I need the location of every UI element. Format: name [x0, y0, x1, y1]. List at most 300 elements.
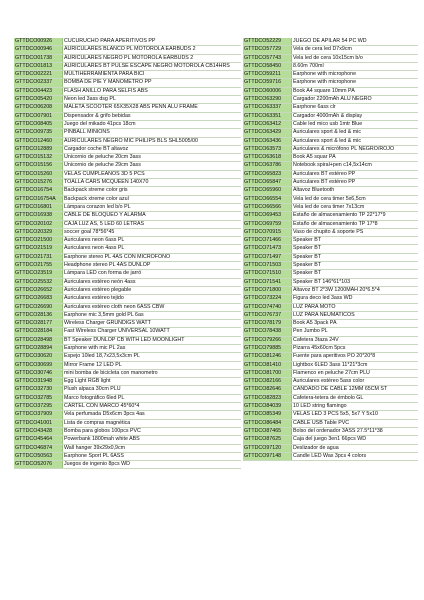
table-row: [14, 295, 241, 303]
table-row: [14, 278, 241, 286]
product-code-cell: GTTDCO12889: [14, 145, 63, 153]
table-row: [14, 452, 241, 460]
product-code-cell: GTTDCO50563: [14, 452, 63, 460]
product-code-cell: GTTDCO63412: [243, 120, 292, 128]
table-row: [243, 203, 418, 211]
table-row: [243, 253, 418, 261]
product-code-cell: GTTDCO07901: [14, 112, 63, 120]
table-row: [14, 203, 241, 211]
product-code-cell: GTTDCO63436: [243, 137, 292, 145]
product-description-cell: Cargador 2200mAh ALU NEGRO: [292, 96, 419, 104]
product-code-cell: GTTDCO21500: [14, 237, 63, 245]
product-code-cell: GTTDCO97148: [243, 452, 292, 460]
table-row: [14, 71, 241, 79]
table-row: [14, 46, 241, 54]
product-code-cell: GTTDCO63786: [243, 162, 292, 170]
product-description-cell: Lightbox 6LED 3ass 11*21*3cm: [292, 361, 419, 369]
product-description-cell: CARTEL CON MARCO 45*60*4: [63, 403, 242, 411]
product-description-cell: JUEGO DE APILAR 54 PC WD: [292, 38, 419, 46]
product-description-cell: Bolso del ordenador 3ASS 27.5*11*38: [292, 427, 419, 435]
product-description-cell: VELAS CUMPLEAÑOS 3D 5 PCS: [63, 170, 242, 178]
product-code-cell: GTTDCO85349: [243, 411, 292, 419]
table-row: [243, 386, 418, 394]
product-code-cell: GTTDCO70915: [243, 228, 292, 236]
product-description-cell: Powerbank 1800mah white ABS: [63, 436, 242, 444]
product-code-cell: GTTDCO30620: [14, 353, 63, 361]
product-code-cell: GTTDCO82823: [243, 394, 292, 402]
table-row: [243, 427, 418, 435]
table-row: [243, 436, 418, 444]
table-row: [14, 403, 241, 411]
table-row: [14, 419, 241, 427]
product-description-cell: Egg Light RGB light: [63, 378, 242, 386]
product-description-cell: Speaker BT: [292, 245, 419, 253]
product-code-cell: GTTDCO71503: [243, 262, 292, 270]
product-description-cell: Earphone mic 3,5mm gold PL 6as: [63, 311, 242, 319]
product-code-cell: GTTDCO63351: [243, 112, 292, 120]
product-code-cell: GTTDCO97120: [243, 444, 292, 452]
right-column: [243, 38, 418, 461]
product-code-cell: GTTDCO65847: [243, 179, 292, 187]
product-code-cell: GTTDCO02221: [14, 71, 63, 79]
product-description-cell: Cargador coche BT altavoz: [63, 145, 242, 153]
product-code-cell: GTTDCO60006: [243, 87, 292, 95]
table-row: [243, 170, 418, 178]
table-row: [14, 228, 241, 236]
product-code-cell: GTTDCO20102: [14, 220, 63, 228]
product-code-cell: GTTDCO15260: [14, 170, 63, 178]
product-code-cell: GTTDCO30746: [14, 369, 63, 377]
table-row: [243, 137, 418, 145]
product-description-cell: Wireless Charger GRUNDIGS WATT: [63, 320, 242, 328]
table-row: [243, 212, 418, 220]
product-description-cell: Juegos de ingenio 8pcs WD: [63, 461, 242, 469]
product-code-cell: GTTDCO31948: [14, 378, 63, 386]
table-row: [14, 253, 241, 261]
product-description-cell: Vela perfumada D5x6cm 3pcs 4as: [63, 411, 242, 419]
product-description-cell: Speaker BT: [292, 253, 419, 261]
table-row: [243, 120, 418, 128]
table-row: [14, 54, 241, 62]
table-row: [243, 378, 418, 386]
product-code-cell: GTTDCO37295: [14, 403, 63, 411]
table-row: [243, 179, 418, 187]
product-description-cell: Auriculares estéreo plegable: [63, 286, 242, 294]
product-description-cell: Auriculares neon 6ass PL: [63, 237, 242, 245]
product-description-cell: VELAS LED 3 PCS 5x5, 5x7 Y 5x10: [292, 411, 419, 419]
product-code-cell: GTTDCO21731: [14, 253, 63, 261]
product-description-cell: Fuente para aperitivos PO 20*20*8: [292, 353, 419, 361]
table-row: [14, 38, 241, 46]
table-row: [14, 436, 241, 444]
product-description-cell: Auriculares neon 4ass PL: [63, 245, 242, 253]
table-row: [243, 336, 418, 344]
product-description-cell: Earphone Sport PL 6ASS: [63, 452, 242, 460]
product-description-cell: FLASH ANILLO PARA SELFIS ABS: [63, 87, 242, 95]
table-row: [14, 179, 241, 187]
product-description-cell: Speaker BT: [292, 262, 419, 270]
table-row: [14, 120, 241, 128]
table-row: [14, 195, 241, 203]
product-description-cell: Estaño de almacenamiento TP 22*17*9: [292, 212, 419, 220]
product-code-cell: GTTDCO06208: [14, 104, 63, 112]
product-description-cell: Book A5 3pack PA: [292, 320, 419, 328]
table-row: [243, 87, 418, 95]
table-row: [14, 344, 241, 352]
product-code-cell: GTTDCO09735: [14, 129, 63, 137]
product-description-cell: MULTIHERRAMIENTA PARA BICI: [63, 71, 242, 79]
table-row: [243, 419, 418, 427]
product-description-cell: Plush alpaca 30cm PLU: [63, 386, 242, 394]
table-row: [14, 411, 241, 419]
table-row: [243, 187, 418, 195]
product-code-cell: GTTDCO15132: [14, 154, 63, 162]
table-row: [243, 328, 418, 336]
product-code-cell: GTTDCO01738: [14, 54, 63, 62]
product-description-cell: Speaker BT: [292, 237, 419, 245]
product-code-cell: GTTDCO66554: [243, 195, 292, 203]
product-code-cell: GTTDCO58450: [243, 62, 292, 70]
table-row: [243, 38, 418, 46]
table-row: [14, 137, 241, 145]
product-description-cell: Cargador 4000mAh & display: [292, 112, 419, 120]
table-row: [14, 104, 241, 112]
product-code-cell: GTTDCO26683: [14, 295, 63, 303]
product-code-cell: GTTDCO81410: [243, 361, 292, 369]
product-description-cell: Unicornio de peluche 20cm 3ass: [63, 154, 242, 162]
product-code-cell: GTTDCO23519: [14, 270, 63, 278]
table-row: [14, 87, 241, 95]
table-row: [243, 286, 418, 294]
table-row: [14, 145, 241, 153]
product-description-cell: Auriculares estéreo neón 4ass: [63, 278, 242, 286]
right-product-table: [243, 38, 418, 461]
product-description-cell: Speaker BT: [292, 270, 419, 278]
product-description-cell: Dispensador & grifo bebidas: [63, 112, 242, 120]
product-code-cell: GTTDCO63573: [243, 145, 292, 153]
table-row: [14, 237, 241, 245]
product-code-cell: GTTDCO63618: [243, 154, 292, 162]
product-description-cell: MALETA SCOOTER 65X35X28 ABS PENN ALU FRAME: [63, 104, 242, 112]
product-code-cell: GTTDCO37909: [14, 411, 63, 419]
table-row: [14, 170, 241, 178]
product-description-cell: Vela de cera led D7x9cm: [292, 46, 419, 54]
product-code-cell: GTTDCO76737: [243, 311, 292, 319]
product-code-cell: GTTDCO43428: [14, 427, 63, 435]
product-description-cell: Juego del mikado 41pcs 18cm: [63, 120, 242, 128]
product-description-cell: Flamenco en peluche 27cm PLU: [292, 369, 419, 377]
product-code-cell: GTTDCO12460: [14, 137, 63, 145]
table-row: [243, 361, 418, 369]
product-code-cell: GTTDCO82166: [243, 378, 292, 386]
product-code-cell: GTTDCO78438: [243, 328, 292, 336]
table-row: [14, 79, 241, 87]
product-description-cell: Lista de compras magnética: [63, 419, 242, 427]
product-code-cell: GTTDCO82646: [243, 386, 292, 394]
product-code-cell: GTTDCO46874: [14, 444, 63, 452]
product-code-cell: GTTDCO16938: [14, 212, 63, 220]
table-row: [243, 444, 418, 452]
table-row: [243, 54, 418, 62]
product-description-cell: Earphone stereo PL 4AS CON MICRÓFONO: [63, 253, 242, 261]
product-description-cell: Estaño de almacenamiento TP 17*8: [292, 220, 419, 228]
table-row: [14, 245, 241, 253]
product-code-cell: GTTDCO84039: [243, 403, 292, 411]
product-description-cell: Fast Wireless Charger UNIVERSAL 10WATT: [63, 328, 242, 336]
product-description-cell: Figura deco led 3ass WD: [292, 295, 419, 303]
product-code-cell: GTTDCO63429: [243, 129, 292, 137]
product-code-cell: GTTDCO26690: [14, 303, 63, 311]
table-row: [243, 145, 418, 153]
product-code-cell: GTTDCO71473: [243, 245, 292, 253]
product-code-cell: GTTDCO21755: [14, 262, 63, 270]
product-code-cell: GTTDCO69759: [243, 220, 292, 228]
product-code-cell: GTTDCO65823: [243, 170, 292, 178]
table-row: [243, 129, 418, 137]
table-row: [14, 220, 241, 228]
table-row: [243, 162, 418, 170]
table-row: [243, 154, 418, 162]
product-code-cell: GTTDCO73224: [243, 295, 292, 303]
product-code-cell: GTTDCO57729: [243, 46, 292, 54]
product-description-cell: CABLE USB Table PVC: [292, 419, 419, 427]
table-row: [14, 62, 241, 70]
product-description-cell: AURICULARES BT PULSE ESCAPE NEGRO MOTOROLA CB14HRS: [63, 62, 242, 70]
product-description-cell: Backpack xtreme color azul: [63, 195, 242, 203]
product-code-cell: GTTDCO79885: [243, 344, 292, 352]
product-code-cell: GTTDCO16754: [14, 187, 63, 195]
product-code-cell: GTTDCO04423: [14, 87, 63, 95]
table-row: [243, 270, 418, 278]
product-code-cell: GTTDCO66566: [243, 203, 292, 211]
product-description-cell: mini bomba de bicicleta con manometro: [63, 369, 242, 377]
product-description-cell: Cable led mico usb 1mtr Blue: [292, 120, 419, 128]
product-code-cell: GTTDCO00926: [14, 38, 63, 46]
product-code-cell: GTTDCO20329: [14, 228, 63, 236]
product-code-cell: GTTDCO87465: [243, 427, 292, 435]
product-code-cell: GTTDCO28184: [14, 328, 63, 336]
product-description-cell: Altavoz BT 2*3W 1200MAH 20*6.5*4: [292, 286, 419, 294]
product-description-cell: Notebook spiral+pen c14,5x14cm: [292, 162, 419, 170]
table-row: [243, 79, 418, 87]
product-description-cell: Caja del juego 3en1 66pcs WD: [292, 436, 419, 444]
product-description-cell: Altavoz Bluetooth: [292, 187, 419, 195]
table-row: [243, 320, 418, 328]
product-description-cell: Book A4 square 10mm PA: [292, 87, 419, 95]
product-code-cell: GTTDCO78179: [243, 320, 292, 328]
product-code-cell: GTTDCO41001: [14, 419, 63, 427]
table-row: [243, 237, 418, 245]
product-description-cell: Neon led 3ass dsg PL: [63, 96, 242, 104]
table-row: [243, 369, 418, 377]
product-description-cell: BT Speaker DUNLOP CB WITH LED MOONLIGHT: [63, 336, 242, 344]
table-row: [14, 212, 241, 220]
table-row: [14, 361, 241, 369]
product-description-cell: Backpack streme color gris: [63, 187, 242, 195]
product-code-cell: GTTDCO81246: [243, 353, 292, 361]
product-description-cell: soccer goal 78*56*45: [63, 228, 242, 236]
product-description-cell: Vela led de cera timer 5x6,5cm: [292, 195, 419, 203]
product-code-cell: GTTDCO32785: [14, 394, 63, 402]
product-description-cell: CANDADO DE CABLE 12MM 65CM ST: [292, 386, 419, 394]
product-description-cell: Auriculares estéreo tejido: [63, 295, 242, 303]
product-description-cell: Auriculares & micrófono PL NEGRO/ROJO: [292, 145, 419, 153]
product-code-cell: GTTDCO21519: [14, 245, 63, 253]
table-row: [243, 303, 418, 311]
table-row: [243, 71, 418, 79]
product-description-cell: Marco fotográfico 6led PL: [63, 394, 242, 402]
table-row: [243, 195, 418, 203]
product-description-cell: Auriculares sport & led & mic: [292, 137, 419, 145]
product-description-cell: Earphone with microphone: [292, 79, 419, 87]
product-code-cell: GTTDCO71510: [243, 270, 292, 278]
product-code-cell: GTTDCO71541: [243, 278, 292, 286]
table-row: [243, 394, 418, 402]
product-description-cell: AURICULARES NEGRO PL MOTOROLA EARBUDS 2: [63, 54, 242, 62]
table-row: [14, 328, 241, 336]
product-code-cell: GTTDCO79266: [243, 336, 292, 344]
table-row: [14, 129, 241, 137]
product-code-cell: GTTDCO74740: [243, 303, 292, 311]
product-description-cell: Auriculares sport & led & mic: [292, 129, 419, 137]
product-code-cell: GTTDCO71466: [243, 237, 292, 245]
table-row: [243, 353, 418, 361]
product-code-cell: GTTDCO71800: [243, 286, 292, 294]
product-code-cell: GTTDCO86484: [243, 419, 292, 427]
product-description-cell: Book A5 squar PA: [292, 154, 419, 162]
product-description-cell: Candle LED Wax 3pcs 4 colors: [292, 452, 419, 460]
table-row: [243, 262, 418, 270]
product-code-cell: GTTDCO28498: [14, 336, 63, 344]
table-row: [243, 344, 418, 352]
product-code-cell: GTTDCO63337: [243, 104, 292, 112]
product-code-cell: GTTDCO32730: [14, 386, 63, 394]
product-description-cell: Auriculares estéreo 5ass color: [292, 378, 419, 386]
product-code-cell: GTTDCO59716: [243, 79, 292, 87]
table-row: [14, 270, 241, 278]
product-code-cell: GTTDCO02337: [14, 79, 63, 87]
product-description-cell: Bomba para globos 100pcs PVC: [63, 427, 242, 435]
product-description-cell: Cafetera-tetera de émbolo GL: [292, 394, 419, 402]
table-row: [243, 46, 418, 54]
product-description-cell: 10 LED string flamingo: [292, 403, 419, 411]
product-code-cell: GTTDCO45464: [14, 436, 63, 444]
product-code-cell: GTTDCO08405: [14, 120, 63, 128]
table-row: [243, 220, 418, 228]
product-description-cell: AURICULARES BLANCO PL MOTOROLA EARBUDS 2: [63, 46, 242, 54]
table-row: [243, 96, 418, 104]
product-code-cell: GTTDCO69453: [243, 212, 292, 220]
product-code-cell: GTTDCO59211: [243, 71, 292, 79]
table-row: [14, 286, 241, 294]
table-row: [243, 245, 418, 253]
table-row: [14, 320, 241, 328]
table-row: [243, 112, 418, 120]
table-row: [14, 112, 241, 120]
product-description-cell: CABLE DE BLOQUEO Y ALARMA: [63, 212, 242, 220]
product-description-cell: CAJA LUZ AS, 5 LED 60 LETRAS: [63, 220, 242, 228]
product-description-cell: Auriculares estéreo cloth neon 6ASS CBW: [63, 303, 242, 311]
product-code-cell: GTTDCO01813: [14, 62, 63, 70]
product-code-cell: GTTDCO28177: [14, 320, 63, 328]
product-code-cell: GTTDCO57743: [243, 54, 292, 62]
product-description-cell: Earphone with microphone: [292, 71, 419, 79]
product-description-cell: Pizarra 45x60cm 5pcs: [292, 344, 419, 352]
table-row: [243, 295, 418, 303]
table-row: [14, 353, 241, 361]
table-row: [243, 278, 418, 286]
product-description-cell: Vaso de chupito & soporte PS: [292, 228, 419, 236]
product-code-cell: GTTDCO63290: [243, 96, 292, 104]
product-description-cell: Auriculares BT estéreo PP: [292, 170, 419, 178]
product-description-cell: CUCURUCHO PARA APERITIVOS PP: [63, 38, 242, 46]
table-row: [243, 104, 418, 112]
table-row: [14, 311, 241, 319]
product-description-cell: Earphone with mic PL 2as: [63, 344, 242, 352]
table-row: [243, 403, 418, 411]
table-row: [14, 386, 241, 394]
product-code-cell: GTTDCO28136: [14, 311, 63, 319]
product-description-cell: AURICULARES NEGRO MIC PHILIPS BLS SHL5005/00: [63, 137, 242, 145]
product-code-cell: GTTDCO16754A: [14, 195, 63, 203]
product-code-cell: GTTDCO25532: [14, 278, 63, 286]
table-row: [14, 444, 241, 452]
product-code-cell: GTTDCO15276: [14, 179, 63, 187]
table-row: [14, 369, 241, 377]
product-description-cell: Cafetera 3taza 24V: [292, 336, 419, 344]
product-description-cell: Mirror Frame 12 LED PL: [63, 361, 242, 369]
table-row: [243, 228, 418, 236]
product-description-cell: Deslizador de agua: [292, 444, 419, 452]
product-description-cell: Unicornio de peluche 29cm 3ass: [63, 162, 242, 170]
product-description-cell: Earphone 6ass clr: [292, 104, 419, 112]
product-description-cell: Lámpara LED con forma de jarró: [63, 270, 242, 278]
table-row: [14, 394, 241, 402]
product-description-cell: Espejo 10led 18,7x23,5x3cm PL: [63, 353, 242, 361]
product-description-cell: Pen Jumbo PL: [292, 328, 419, 336]
table-row: [14, 303, 241, 311]
product-code-cell: GTTDCO26652: [14, 286, 63, 294]
table-row: [14, 154, 241, 162]
product-code-cell: GTTDCO52229: [243, 38, 292, 46]
table-row: [243, 411, 418, 419]
product-description-cell: Vela led de cera timer 7x13cm: [292, 203, 419, 211]
table-row: [243, 62, 418, 70]
product-description-cell: TOALLA CARS MCQUEEN 140X70: [63, 179, 242, 187]
table-row: [14, 162, 241, 170]
product-description-cell: PINBALL MINIONS: [63, 129, 242, 137]
table-row: [14, 187, 241, 195]
product-description-cell: BOMBA DE PIE Y MANOMETRO PP: [63, 79, 242, 87]
product-code-cell: GTTDCO28894: [14, 344, 63, 352]
product-description-cell: Vela led de cera 10x15cm b/o: [292, 54, 419, 62]
product-code-cell: GTTDCO15156: [14, 162, 63, 170]
product-code-cell: GTTDCO81700: [243, 369, 292, 377]
table-row: [14, 461, 241, 469]
product-description-cell: LUZ PARA NEUMATICOS: [292, 311, 419, 319]
product-code-cell: GTTDCO16801: [14, 203, 63, 211]
product-code-cell: GTTDCO52076: [14, 461, 63, 469]
product-code-cell: GTTDCO30699: [14, 361, 63, 369]
product-description-cell: Speaker BT 146*61*103: [292, 278, 419, 286]
product-description-cell: Wall hanger 39x29x0,9cm: [63, 444, 242, 452]
left-column: [14, 38, 241, 469]
product-code-cell: GTTDCO05420: [14, 96, 63, 104]
product-description-cell: Headphone stereo PL 4AS DUNLOP: [63, 262, 242, 270]
table-row: [243, 311, 418, 319]
product-description-cell: Auriculares BT estéreo PP: [292, 179, 419, 187]
table-row: [14, 96, 241, 104]
